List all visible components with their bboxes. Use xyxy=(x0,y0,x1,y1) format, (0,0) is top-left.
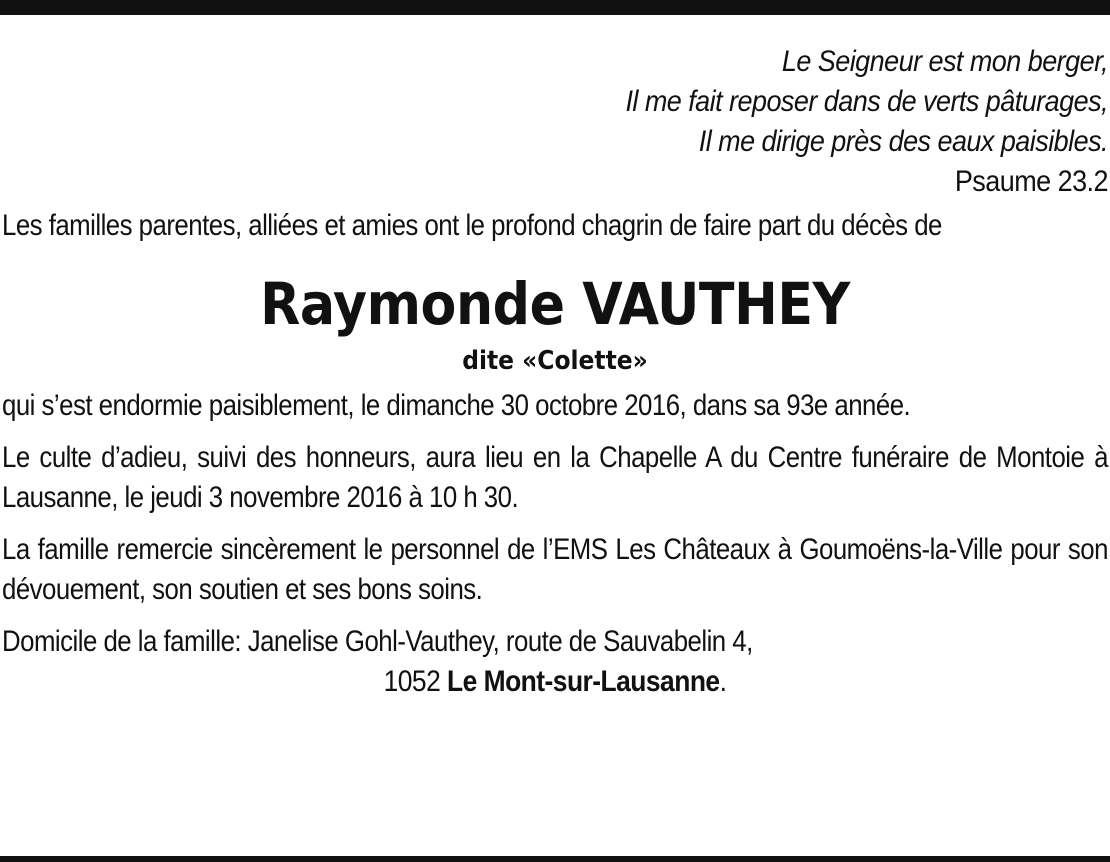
intro-text: Les familles parentes, alliées et amies ont le profond chagrin de faire part du décès de xyxy=(2,209,942,242)
verse-line-1: Le Seigneur est mon berger, xyxy=(781,45,1108,78)
service-paragraph: Le culte d’adieu, suivi des honneurs, aura lieu en la Chapelle A du Centre funéraire de Montoie à Lausanne, le jeudi 3 novembre 2016 à 10 h 30. xyxy=(2,441,1108,514)
address-line: Domicile de la famille: Janelise Gohl-Vauthey, route de Sauvabelin 4, xyxy=(2,625,753,658)
psalm-verse xyxy=(113,42,1108,202)
address-postcode: 1052 xyxy=(383,665,441,698)
obituary-notice xyxy=(2,42,1108,702)
verse-line-2: Il me fait reposer dans de verts pâturages, xyxy=(625,85,1108,118)
top-rule xyxy=(0,0,1110,15)
thanks-paragraph: La famille remercie sincèrement le personnel de l’EMS Les Châteaux à Goumoëns-la-Ville pour son dévouement, son soutien et ses bons soins. xyxy=(2,533,1108,606)
death-paragraph: qui s’est endormie paisiblement, le dimanche 30 octobre 2016, dans sa 93e année. xyxy=(2,389,911,422)
verse-line-3: Il me dirige près des eaux paisibles. xyxy=(698,125,1108,158)
deceased-name: Raymonde VAUTHEY xyxy=(260,270,850,338)
address-city: Le Mont-sur-Lausanne xyxy=(447,665,720,698)
address-end-punct: . xyxy=(719,665,727,698)
deceased-nickname: dite «Colette» xyxy=(462,346,648,376)
address-city-line xyxy=(68,662,1041,702)
bottom-rule xyxy=(0,856,1110,862)
verse-reference: Psaume 23.2 xyxy=(954,165,1108,198)
